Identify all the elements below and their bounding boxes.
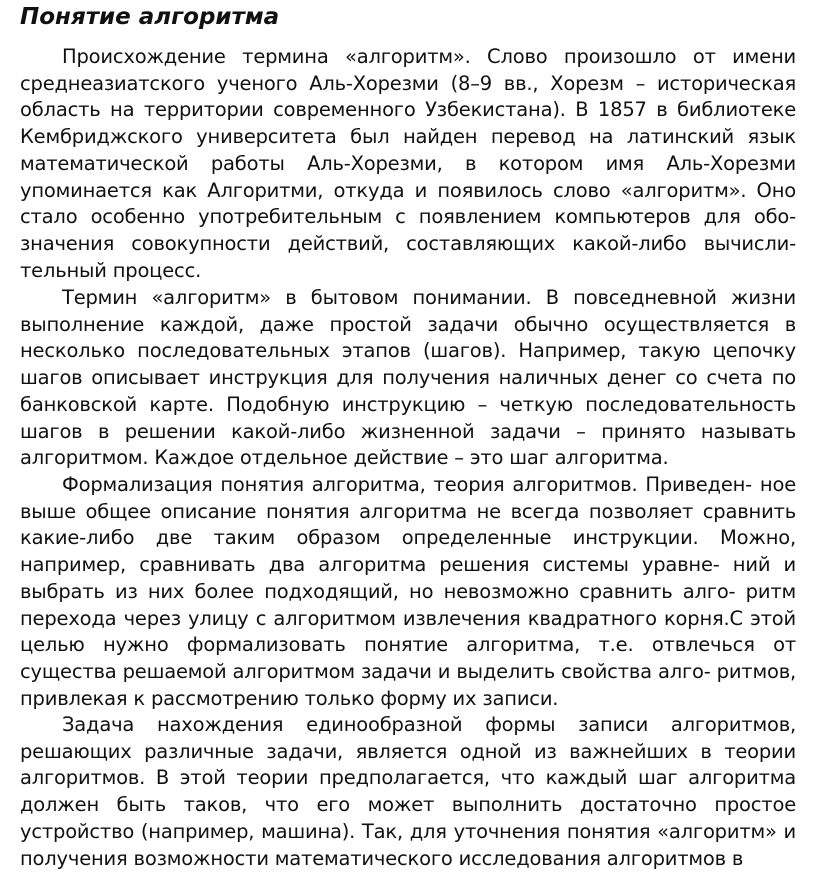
page-title: Понятие алгоритма <box>20 4 280 30</box>
paragraph-everyday-meaning: Термин «алгоритм» в бытовом понимании. В повседневной жизни выполнение каждой, даже простой задачи обычно осуществляется в несколько последовательных этапов (шагов). Например, такую цепочку шагов описывает инструкция для получения наличных денег со счета по банковской карте. Подобную инструкцию – четкую последовательность шагов в решении какой-либо жизненной задачи – принято называть алгоритмом. Каждое отдельное действие – это шаг алгоритма. <box>20 286 796 470</box>
paragraph-origin-of-term: Происхождение термина «алгоритм». Слово произошло от имени среднеазиатского ученого Аль-Хорезми (8–9 вв., Хорезм – историческая область на территории современного Узбекистана). В 1857 в библиотеке Кембриджского университета был найден перевод на латинский язык математической работы Аль-Хорезми, в котором имя Аль-Хорезми упоминается как Алгоритми, откуда и появилось слово «алгоритм». Оно стало особенно употребительным с появлением компьютеров для обо- значения совокупности действий, составляющих какой-либо вычисли- тельный процесс. <box>20 45 796 282</box>
paragraph-uniform-form: Задача нахождения единообразной формы записи алгоритмов, решающих различные задачи, является одной из важнейших в теории алгоритмов. В этой теории предполагается, что каждый шаг алгоритма должен быть таков, что его может выполнить достаточно простое устройство (например, машина). Так, для уточнения понятия «алгоритм» и получения возможности математического исследования алгоритмов в <box>20 713 796 870</box>
paragraph-formalization: Формализация понятия алгоритма, теория алгоритмов. Приведен- ное выше общее описание понятия алгоритма не всегда позволяет сравнить какие-либо две таким образом определенные инструкции. Можно, например, сравнивать два алгоритма решения системы уравне- ний и выбрать из них более подходящий, но невозможно сравнить алго- ритм перехода через улицу с алгоритмом извлечения квадратного корня.С этой целью нужно формализовать понятие алгоритма, т.е. отвлечься от существа решаемой алгоритмом задачи и выделить свойства алго- ритмов, привлекая к рассмотрению только форму их записи. <box>20 473 796 710</box>
